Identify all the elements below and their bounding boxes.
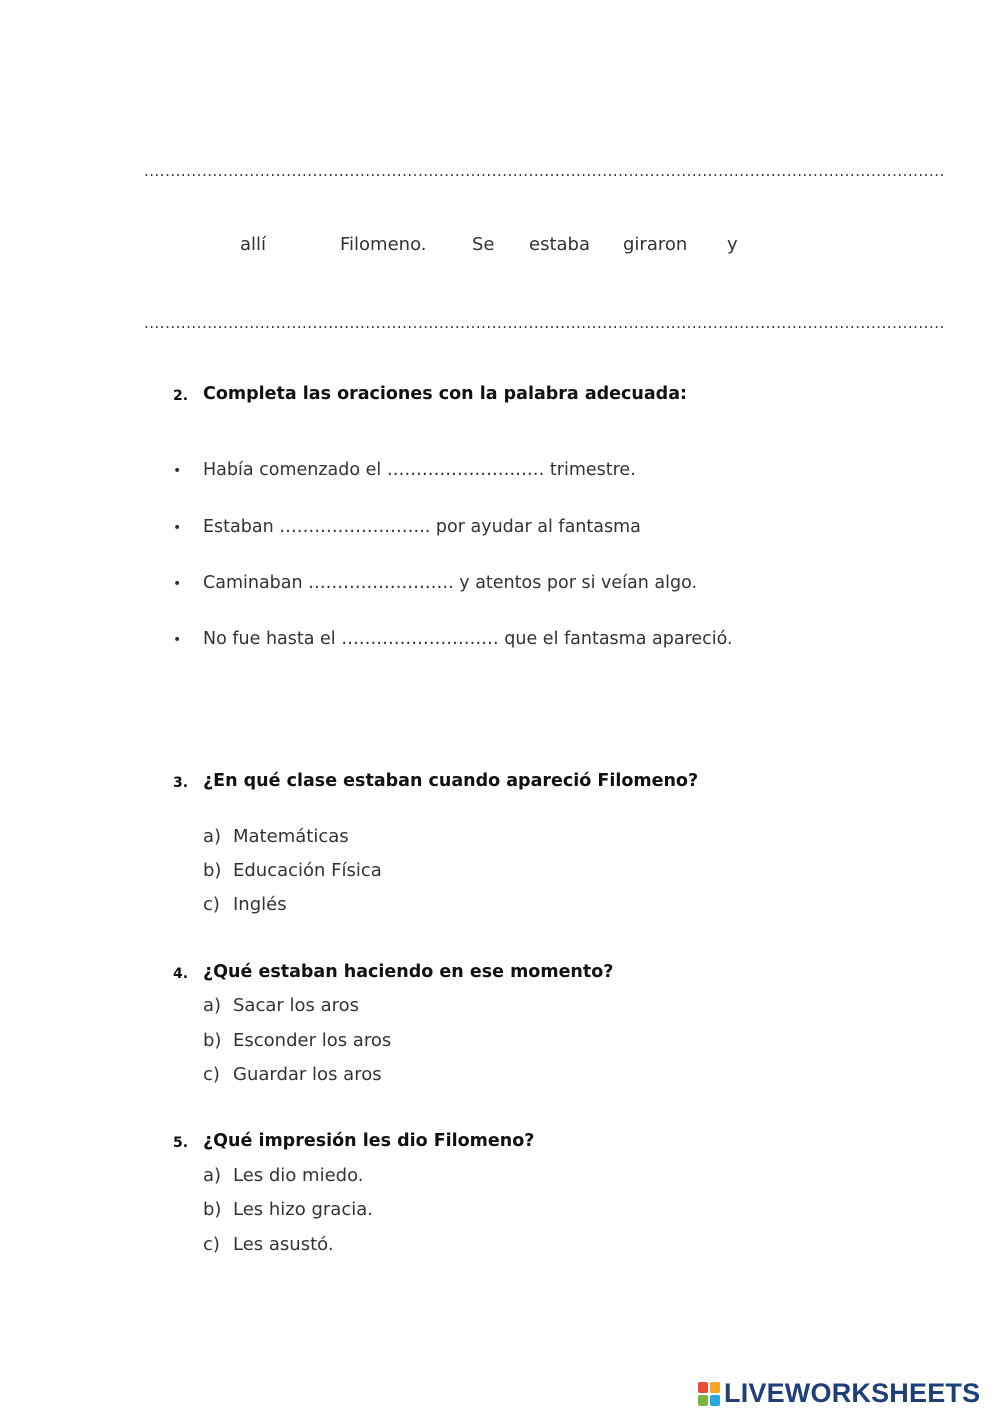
question-5-option-b[interactable] [203,1199,373,1220]
option-letter: b) [203,1199,222,1220]
sentence-text[interactable]: Estaban …………………….. por ayudar al fantasma [203,517,641,537]
fill-in-sentence-2[interactable] [173,517,641,539]
question-4-option-b[interactable] [203,1030,391,1051]
option-letter: c) [203,1234,220,1255]
option-text[interactable]: Matemáticas [233,826,349,847]
option-letter: b) [203,1030,222,1051]
bullet-icon: • [173,520,182,536]
sentence-text[interactable]: No fue hasta el ……………………… que el fantasma apareció. [203,629,733,649]
logo-square-icon [698,1395,708,1406]
sentence-text[interactable]: Había comenzado el ……………………… trimestre. [203,460,636,480]
question-3-number: 3. [173,775,189,791]
question-4-option-c[interactable] [203,1064,382,1085]
option-letter: b) [203,860,222,881]
option-text[interactable]: Sacar los aros [233,995,360,1016]
bullet-icon: • [173,632,182,648]
word-bank-item[interactable]: allí [240,234,267,255]
bullet-icon: • [173,463,182,479]
question-5-number: 5. [173,1135,189,1151]
question-2-number: 2. [173,388,189,404]
option-text[interactable]: Inglés [233,894,287,915]
option-text[interactable]: Les hizo gracia. [233,1199,373,1220]
answer-line-top[interactable]: ........................................................................................................................................................ [144,162,945,180]
question-4-option-a[interactable] [203,995,359,1016]
liveworksheets-logo [698,1378,980,1409]
word-bank-item[interactable]: giraron [623,234,688,255]
question-5-option-c[interactable] [203,1234,334,1255]
fill-in-sentence-1[interactable] [173,460,636,482]
word-bank-item[interactable]: estaba [529,234,590,255]
brand-name: LIVEWORKSHEETS [724,1378,981,1408]
question-5-title: ¿Qué impresión les dio Filomeno? [203,1131,535,1151]
answer-line-bottom[interactable]: ........................................................................................................................................................ [144,314,945,332]
word-bank-item[interactable]: Filomeno. [340,234,427,255]
logo-square-icon [710,1395,720,1406]
question-5-option-a[interactable] [203,1165,364,1186]
liveworksheets-logo-icon [698,1382,720,1406]
option-letter: a) [203,1165,222,1186]
question-3-option-a[interactable] [203,826,349,847]
option-text[interactable]: Les dio miedo. [233,1165,364,1186]
fill-in-sentence-4[interactable] [173,629,733,651]
option-text[interactable]: Les asustó. [233,1234,334,1255]
logo-square-icon [710,1382,720,1393]
question-3-option-c[interactable] [203,894,287,915]
option-text[interactable]: Guardar los aros [233,1064,382,1085]
bullet-icon: • [173,576,182,592]
option-letter: a) [203,826,222,847]
option-text[interactable]: Esconder los aros [233,1030,392,1051]
word-bank-item[interactable]: Se [472,234,495,255]
fill-in-sentence-3[interactable] [173,573,697,595]
option-letter: c) [203,1064,220,1085]
question-3-title: ¿En qué clase estaban cuando apareció Filomeno? [203,771,699,791]
question-4-number: 4. [173,966,189,982]
option-letter: c) [203,894,220,915]
question-3-option-b[interactable] [203,860,382,881]
sentence-text[interactable]: Caminaban ……………………. y atentos por si veían algo. [203,573,698,593]
logo-square-icon [698,1382,708,1393]
question-2-title: Completa las oraciones con la palabra adecuada: [203,384,688,404]
word-bank-item[interactable]: y [727,234,738,255]
option-letter: a) [203,995,222,1016]
question-4-title: ¿Qué estaban haciendo en ese momento? [203,962,614,982]
option-text[interactable]: Educación Física [233,860,382,881]
